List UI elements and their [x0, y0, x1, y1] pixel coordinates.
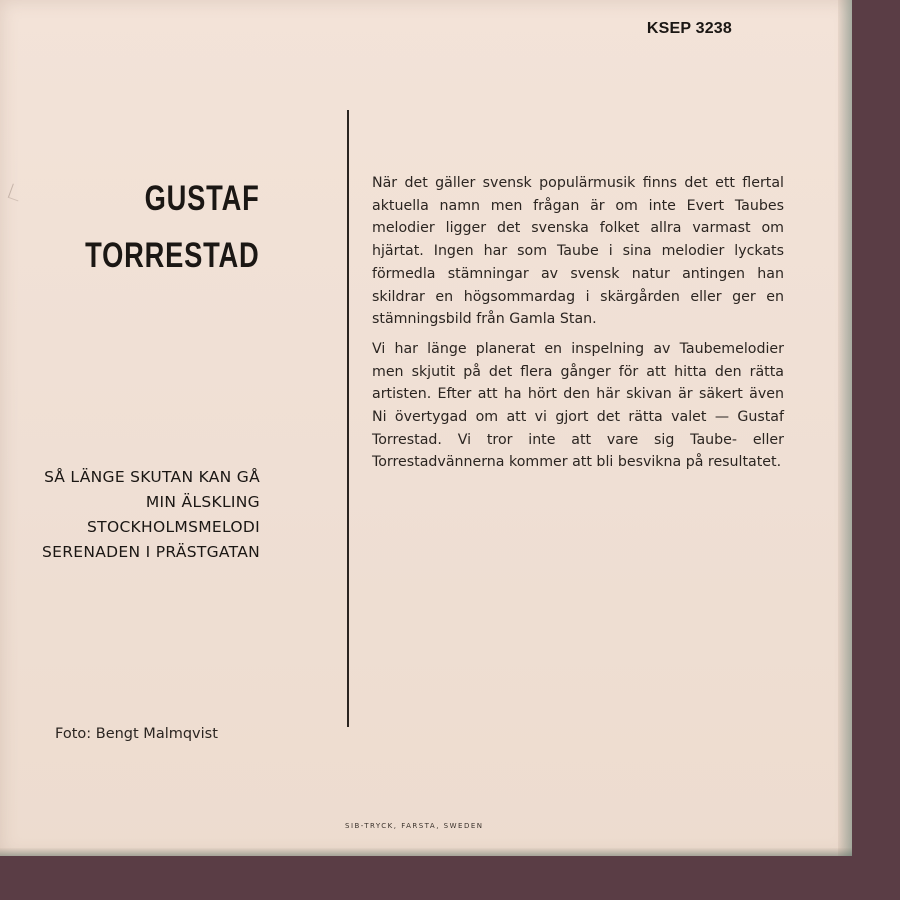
printer-credit: SIB-TRYCK, FARSTA, SWEDEN — [345, 822, 484, 830]
catalog-number: KSEP 3238 — [646, 20, 732, 37]
track-title: STOCKHOLMSMELODI — [87, 518, 260, 536]
liner-notes-paragraph: Vi har länge planerat en inspelning av Taubemelodier men skjutit på det flera gånger för att hitta den rätta artisten. Efter att ha hört den här skivan är säkert även Ni övertygad om att vi gjort det rätta valet — Gustaf Torrestad. Vi tror inte att vare sig Taube- eller Torrestadvännerna kommer att bli besvikna på resultatet. — [372, 340, 784, 471]
vertical-divider — [347, 110, 349, 727]
artist-first-name: GUSTAF — [145, 179, 260, 218]
artist-last-name: TORRESTAD — [85, 236, 260, 275]
artist-name — [86, 170, 260, 284]
track-title: MIN ÄLSKLING — [145, 493, 260, 511]
track-title: SÅ LÄNGE SKUTAN KAN GÅ — [44, 468, 260, 486]
paper-crease — [8, 184, 23, 202]
liner-notes — [372, 172, 784, 481]
sleeve-bottom-edge — [0, 848, 852, 856]
track-list — [42, 465, 260, 565]
track-title: SERENADEN I PRÄSTGATAN — [41, 543, 260, 561]
sleeve-right-edge — [838, 0, 852, 856]
liner-notes-paragraph: När det gäller svensk populärmusik finns det ett flertal aktuella namn men frågan är om inte Evert Taubes melodier ligger det svenska folket allra varmast om hjärtat. Ingen har som Taube i sina melodier lyckats förmedla stämningar av svensk natur antingen han skildrar en högsommardag i skärgården eller ger en stämningsbild från Gamla Stan. — [372, 175, 784, 328]
photo-credit: Foto: Bengt Malmqvist — [55, 726, 218, 742]
